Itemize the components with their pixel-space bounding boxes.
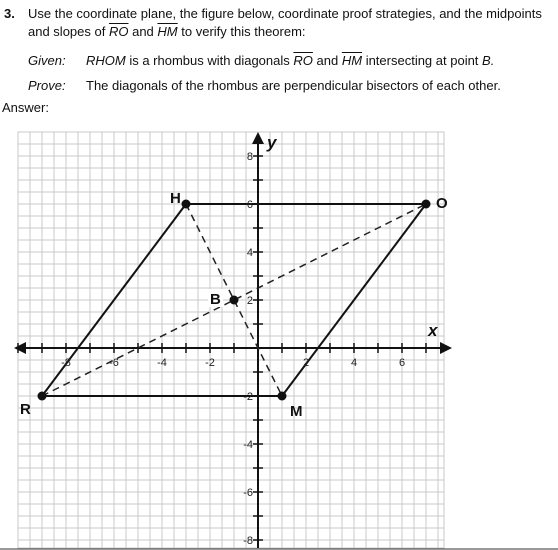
y-tick-label: 8: [246, 151, 253, 163]
y-tick-label: -2: [243, 391, 253, 403]
x-tick-label: 6: [398, 357, 406, 369]
y-tick-label: 6: [246, 199, 253, 211]
y-tick-label: 2: [246, 295, 253, 307]
given-text-b: is a rhombus with diagonals: [129, 53, 290, 68]
x-axis-label: x: [428, 321, 438, 340]
given-rhombus-name: RHOM: [86, 53, 126, 68]
point-M: [278, 392, 287, 401]
x-axis-arrow-left: [14, 342, 26, 354]
question-line-2-prefix: and slopes of: [28, 24, 106, 39]
y-tick-label: -8: [243, 535, 253, 547]
question-line-1: Use the coordinate plane, the figure below, coordinate proof strategies, and the midpoints: [28, 6, 542, 21]
point-O: [422, 200, 431, 209]
x-tick-label: 4: [350, 357, 358, 369]
x-tick-label: -4: [157, 357, 167, 369]
question-number: 3.: [4, 6, 15, 21]
y-tick-label: -4: [243, 439, 253, 451]
given-point: B.: [482, 53, 495, 68]
question-line-2-suffix: to verify this theorem:: [181, 24, 306, 39]
x-axis-arrow-right: [440, 342, 452, 354]
given-label: Given:: [28, 53, 66, 68]
x-tick-label: -8: [61, 357, 71, 369]
grid: [18, 132, 444, 548]
x-tick-label: -6: [109, 357, 119, 369]
given-text-c: intersecting at point: [365, 53, 479, 68]
y-tick-label: 4: [246, 247, 253, 259]
point-label-R: R: [20, 401, 31, 418]
point-R: [38, 392, 47, 401]
y-axis-label: y: [267, 133, 277, 152]
answer-label: Answer:: [2, 100, 49, 115]
prove-text: The diagonals of the rhombus are perpendicular bisectors of each other.: [86, 78, 501, 93]
x-tick-label: 2: [302, 357, 310, 369]
grid-border: [18, 132, 444, 548]
point-H: [182, 200, 191, 209]
point-label-B: B: [210, 291, 221, 308]
segment-ro: $\overline{RO}$: [108, 24, 129, 39]
axes: [14, 132, 452, 548]
x-tick-label: -2: [205, 357, 215, 369]
point-B: [230, 296, 239, 305]
given-and: and: [316, 53, 339, 68]
given-seg-hm: $\overline{HM}$: [341, 53, 363, 68]
y-axis-arrow-up: [252, 132, 264, 144]
given-seg-ro: $\overline{RO}$: [293, 53, 313, 68]
segment-hm: $\overline{HM}$: [157, 24, 178, 39]
y-tick-label: -6: [243, 487, 253, 499]
and-word: and: [132, 24, 154, 39]
point-label-H: H: [170, 190, 181, 207]
point-label-M: M: [290, 403, 303, 420]
point-label-O: O: [436, 195, 448, 212]
prove-label: Prove:: [28, 78, 66, 93]
